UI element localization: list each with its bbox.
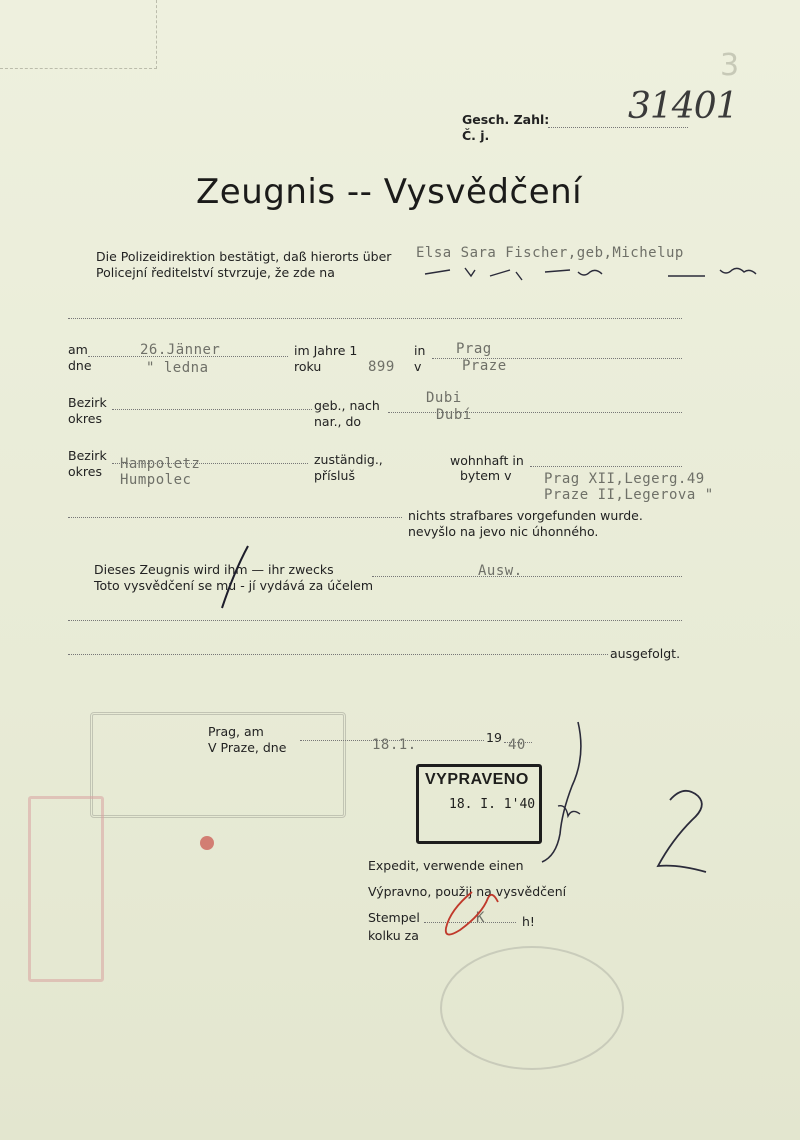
origin-bezirk-line <box>112 409 312 410</box>
residence-district-cs: Humpolec <box>120 472 192 488</box>
stamp-title: VYPRAVENO <box>425 771 529 788</box>
purpose-line <box>372 576 682 577</box>
residence-district-de: Hampoletz <box>120 456 201 472</box>
intro-cs: Policejní ředitelství stvrzuje, že zde na <box>96 265 335 280</box>
purpose-de: Dieses Zeugnis wird ihm — ihr zwecks <box>94 562 334 577</box>
stempel-h: h! <box>522 914 535 929</box>
birth-year: 899 <box>368 359 395 375</box>
birth-place-cs: Praze <box>462 358 507 374</box>
purpose-cs: Toto vysvědčení se mu - jí vydává za účelem <box>94 578 374 593</box>
kolku-label: kolku za <box>368 928 419 943</box>
finding-de: nichts strafbares vorgefunden wurde. <box>408 508 643 523</box>
origin-name-cs: Dubí <box>436 407 472 423</box>
red-dot-mark <box>200 836 214 850</box>
document-title: Zeugnis -- Vysvědčení <box>196 172 583 212</box>
purpose-value: Ausw. <box>478 563 523 579</box>
purpose-line-2 <box>68 620 682 621</box>
ausgefolgt-label: ausgefolgt. <box>610 646 681 661</box>
finding-line <box>68 517 402 518</box>
birth-day-de: 26.Jänner <box>140 342 221 358</box>
expedit-line1: Expedit, verwende einen <box>368 858 524 873</box>
ref-label-de: Gesch. Zahl: <box>462 112 550 127</box>
residence-prislus-label: přísluš <box>314 468 355 483</box>
vypraveno-stamp <box>416 764 542 844</box>
purpose-line-3 <box>68 654 608 655</box>
handwritten-scribble-name <box>420 262 760 282</box>
origin-okres-label: okres <box>68 411 102 426</box>
paper-edge-mark <box>0 0 157 69</box>
origin-nar-label: nar., do <box>314 414 362 429</box>
stempel-value: K <box>476 910 485 926</box>
residence-zustandig-label: zuständig., <box>314 452 383 467</box>
handwritten-2-mark <box>648 780 728 880</box>
birth-day-cs: " ledna <box>146 360 209 376</box>
birth-jahre-label: im Jahre 1 <box>294 343 358 358</box>
date-century: 19 <box>486 730 502 745</box>
origin-name-de: Dubi <box>426 390 462 406</box>
red-pencil-mark <box>432 884 512 944</box>
intro-dotted-line-2 <box>68 318 682 319</box>
origin-place-line <box>388 412 682 413</box>
birth-am-label: am <box>68 342 88 357</box>
date-label-de: Prag, am <box>208 724 264 739</box>
birth-place-de: Prag <box>456 341 492 357</box>
date-label-cs: V Praze, dne <box>208 740 287 755</box>
ref-dotted-line <box>548 127 688 128</box>
birth-roku-label: roku <box>294 359 322 374</box>
residence-okres-label: okres <box>68 464 102 479</box>
residence-address-cs: Praze II,Legerova " <box>544 487 714 503</box>
bleed-round-seal <box>440 946 624 1070</box>
residence-district-line <box>112 463 308 464</box>
ref-number-handwritten: 31401 <box>628 86 738 127</box>
birth-in-label: in <box>414 343 426 358</box>
stamp-date: 18. I. 1'40 <box>449 797 536 812</box>
date-value: 18.1. <box>372 737 417 753</box>
bleed-red-stamp <box>28 796 104 982</box>
signature-scrawl <box>536 716 596 866</box>
residence-bytem-label: bytem v <box>460 468 512 483</box>
intro-de: Die Polizeidirektion bestätigt, daß hierorts über <box>96 249 392 264</box>
residence-wohnhaft-label: wohnhaft in <box>450 453 524 468</box>
person-name-typed: Elsa Sara Fischer,geb,Michelup <box>416 245 684 261</box>
stempel-label: Stempel <box>368 910 420 925</box>
date-year: 40 <box>508 737 526 753</box>
origin-geb-label: geb., nach <box>314 398 380 413</box>
residence-bezirk-label: Bezirk <box>68 448 107 463</box>
residence-address-de: Prag XII,Legerg.49 <box>544 471 705 487</box>
ref-label-cs: Č. j. <box>462 128 490 143</box>
residence-address-line <box>530 466 682 467</box>
finding-cs: nevyšlo na jevo nic úhonného. <box>408 524 599 539</box>
birth-dne-label: dne <box>68 358 92 373</box>
birth-v-label: v <box>414 359 422 374</box>
expedit-line2: Výpravno, použij na vysvědčení <box>368 884 567 899</box>
strike-through-mark <box>214 542 254 612</box>
origin-bezirk-label: Bezirk <box>68 395 107 410</box>
corner-page-mark: 3 <box>720 48 740 83</box>
